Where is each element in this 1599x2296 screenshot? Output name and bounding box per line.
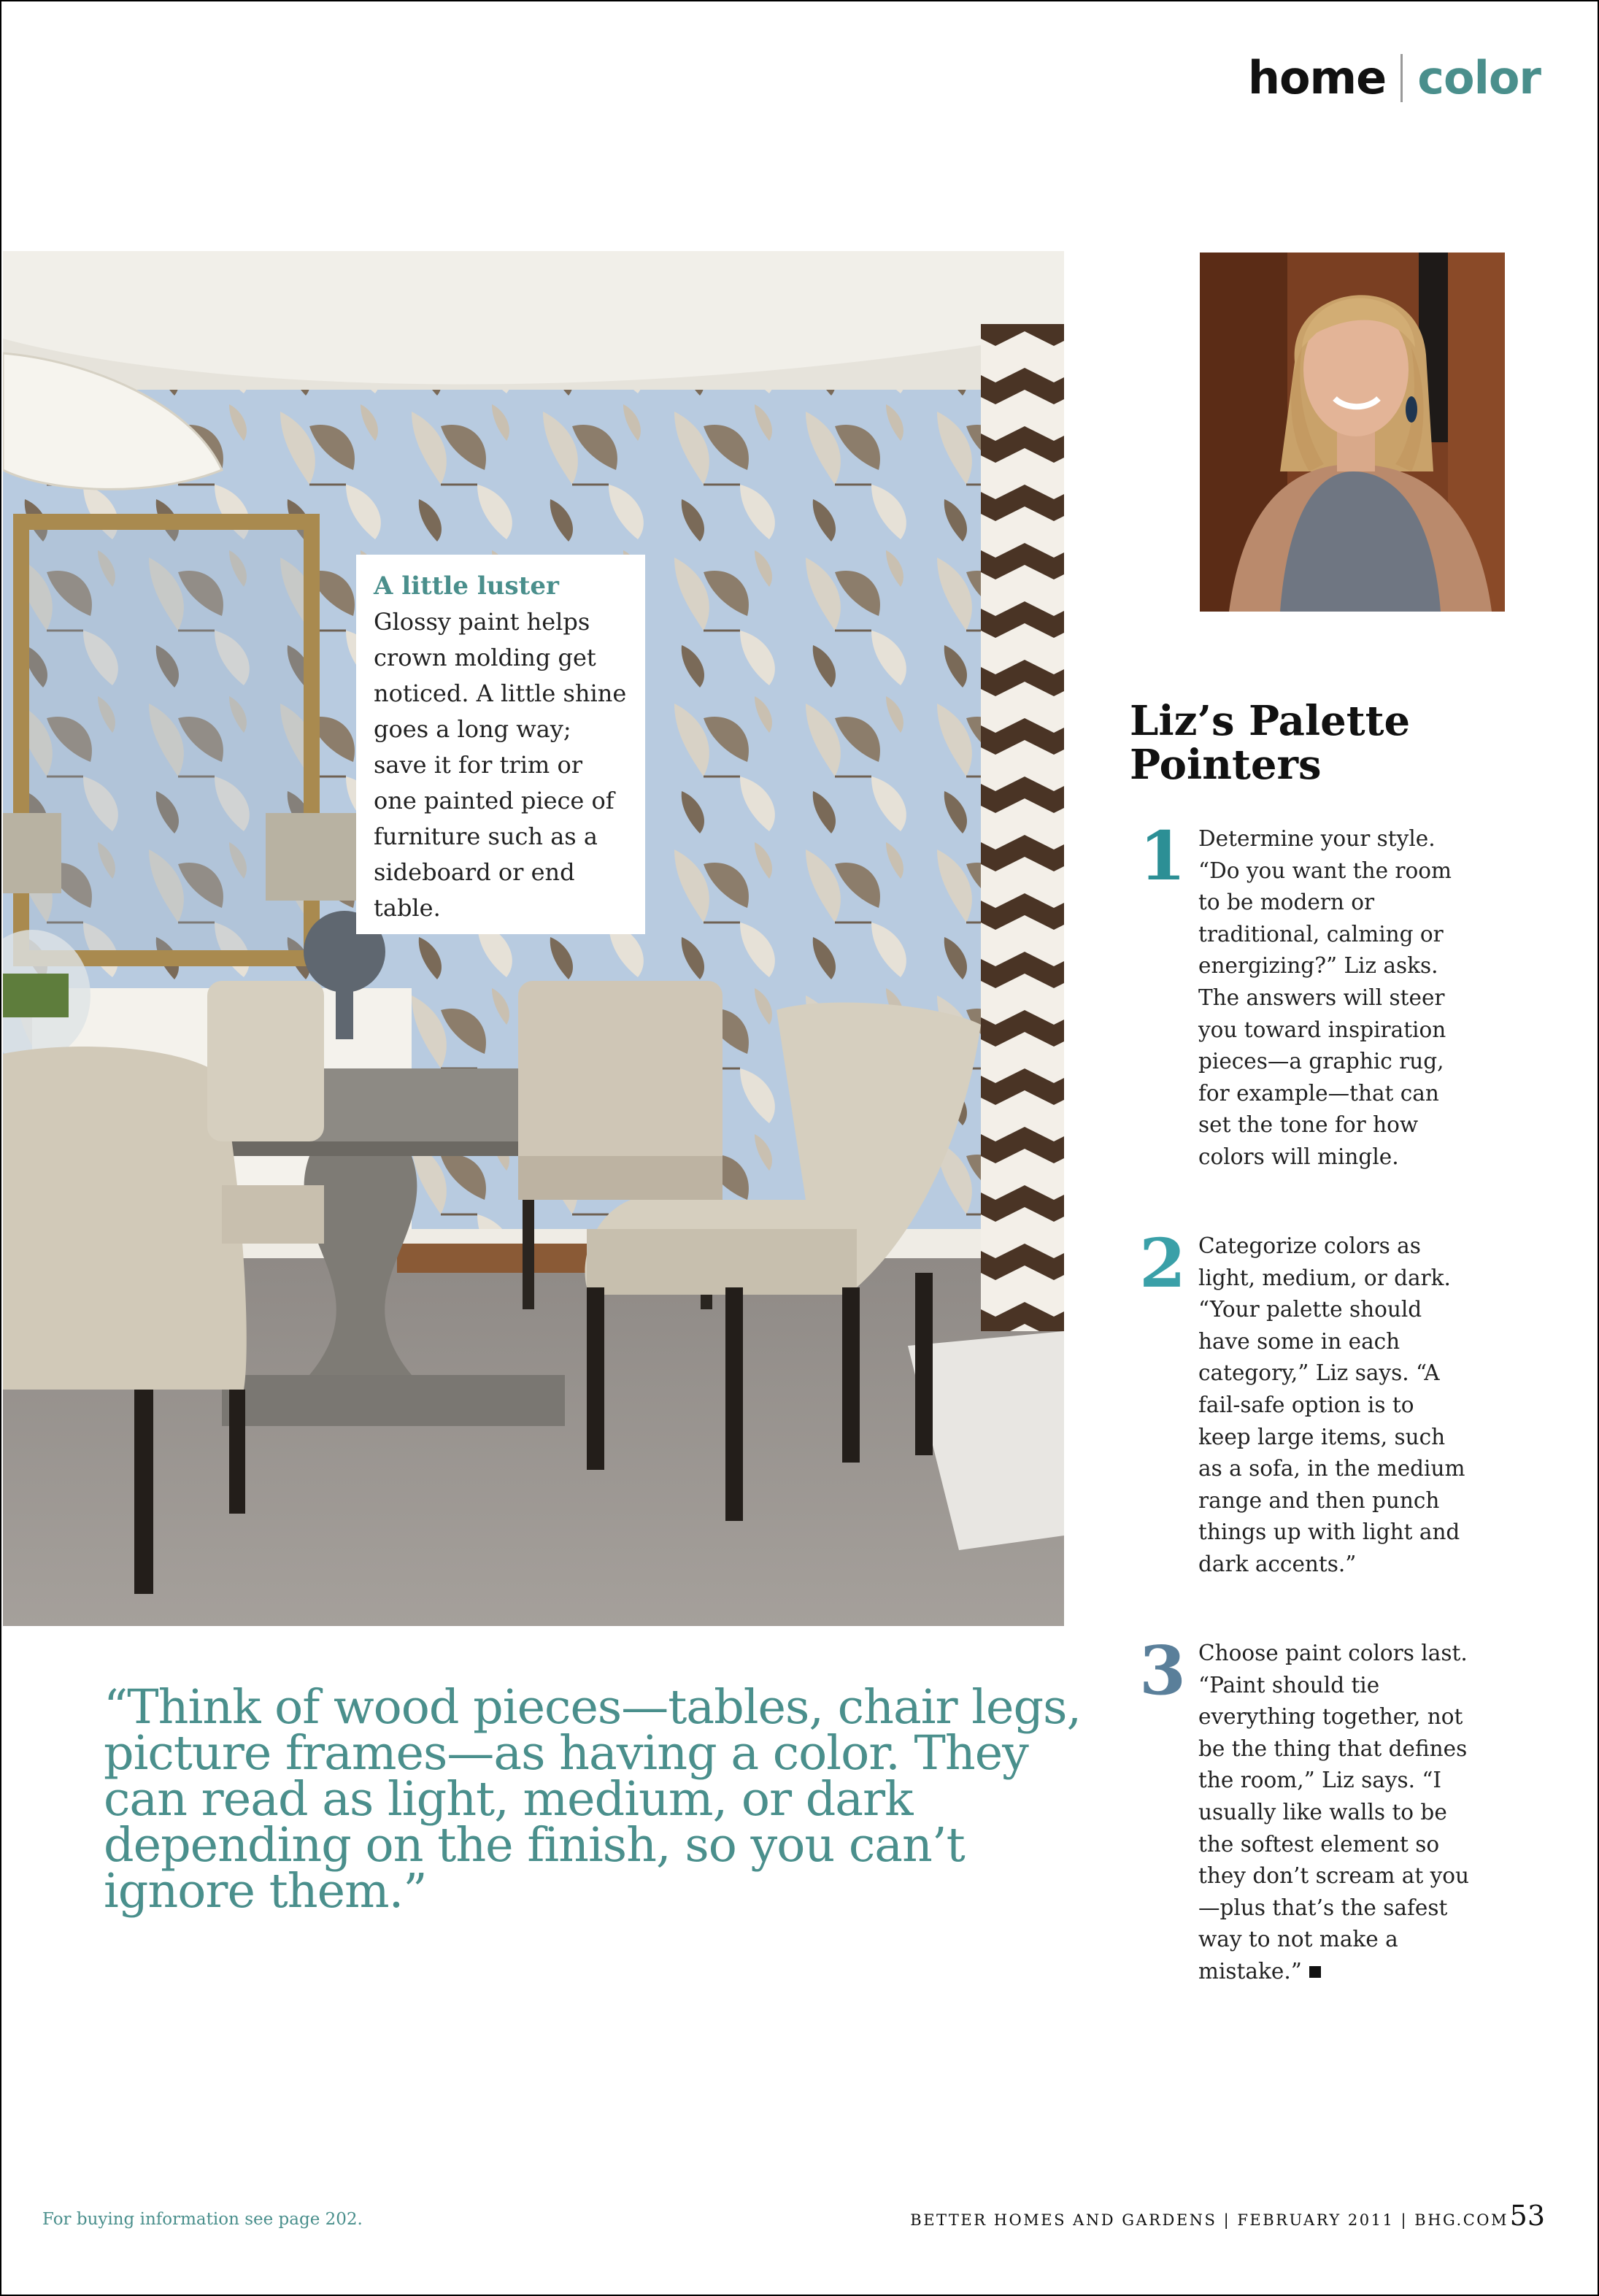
section-label: home	[1247, 51, 1387, 104]
caption-title: A little luster	[374, 571, 559, 601]
pointer-3	[1130, 1631, 1473, 2032]
subsection-label: color	[1417, 51, 1541, 104]
end-of-article-icon	[1309, 1966, 1321, 1978]
page-number: 53	[1509, 2200, 1545, 2232]
photo-caption	[356, 555, 645, 934]
pointer-number: 1	[1138, 817, 1186, 895]
pointer-2	[1130, 1224, 1473, 1625]
portrait-photo	[1200, 253, 1505, 612]
publication-info: BETTER HOMES AND GARDENS | FEBRUARY 2011 | BHG.COM	[910, 2211, 1509, 2229]
pointer-number: 2	[1138, 1224, 1186, 1303]
pointer-text: Determine your style. “Do you want the room to be modern or traditional, calming or energizing?” Liz asks. The answers will steer you toward inspiration pieces—a graphic rug, for example—that can set the tone for how colors will mingle.	[1198, 826, 1452, 1169]
pull-quote: “Think of wood pieces—tables, chair legs, picture frames—as having a color. They can read as light, medium, or dark depending on the finish, so you can’t ignore them.”	[104, 1680, 1082, 1919]
pointer-1	[1130, 817, 1473, 1217]
caption-body: Glossy paint helps crown molding get noticed. A little shine goes a long way; save it for trim or one painted piece of furniture such as a sideboard or end table.	[374, 608, 627, 922]
dining-room-photo	[3, 251, 1064, 1626]
sidebar-title-line-2: Pointers	[1130, 741, 1322, 789]
buying-info-note: For buying information see page 202.	[42, 2210, 363, 2229]
pointer-number: 3	[1138, 1631, 1186, 1710]
sidebar-title-line-1: Liz’s Palette	[1130, 697, 1411, 745]
pointer-text: Categorize colors as light, medium, or dark. “Your palette should have some in each category,” Liz says. “A fail-safe option is to keep large items, such as a sofa, in the medium range and then punch things up with light and dark accents.”	[1198, 1233, 1465, 1576]
header-divider	[1400, 54, 1403, 102]
sidebar-title	[1130, 699, 1509, 787]
pointer-text: Choose paint colors last. “Paint should tie everything together, not be the thing that defines the room,” Liz says. “I usually like walls to be the softest element so they don’t scream at you—plus that’s the safest way to not make a mistake.”	[1198, 1641, 1470, 1984]
section-header	[1248, 51, 1541, 104]
